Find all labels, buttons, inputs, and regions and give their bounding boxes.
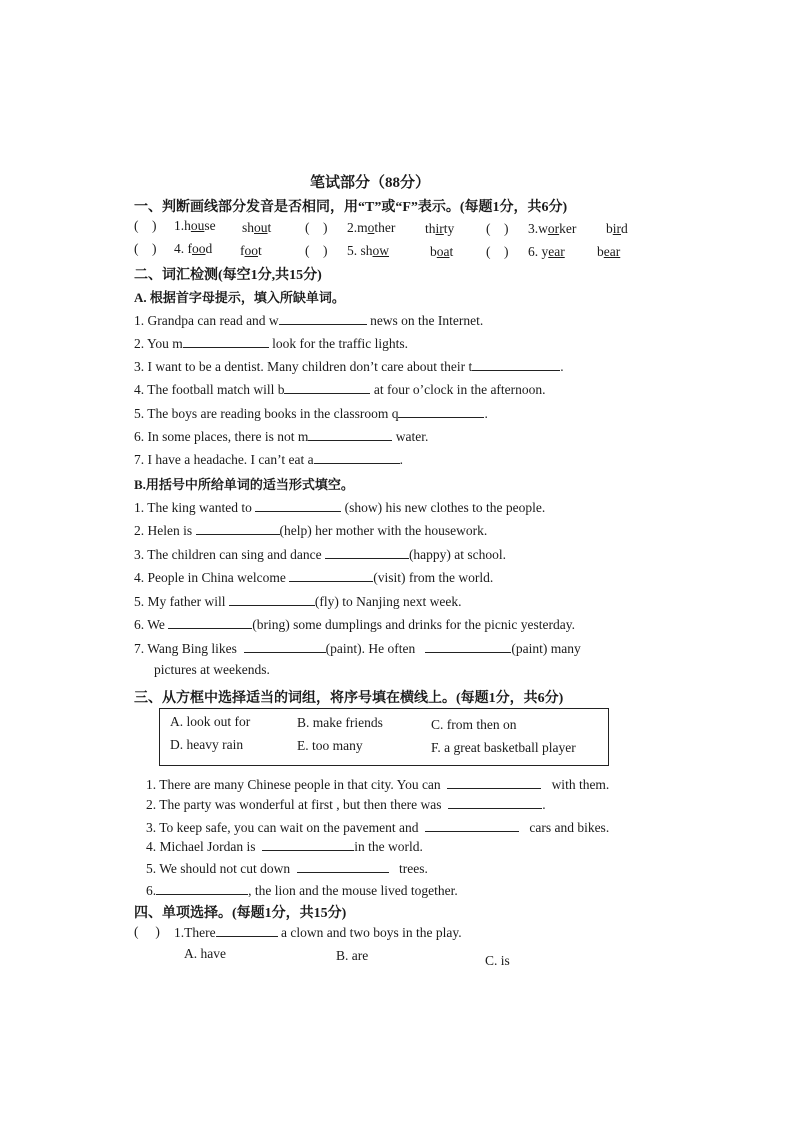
- part-c-question-1: 1. There are many Chinese people in that city. You can with them.: [146, 777, 610, 792]
- mc-question-1: 1.There a clown and two boys in the play.: [174, 925, 462, 940]
- part-b-question-6: 6. We (bring) some dumplings and drinks for the picnic yesterday.: [134, 617, 575, 632]
- phonetic-item-2-compare: thirty: [425, 221, 455, 236]
- phrase-option-box: [159, 708, 609, 766]
- option-a: A. look out for: [170, 714, 251, 729]
- phonetic-paren-4[interactable]: ( ): [134, 241, 157, 256]
- part-a-question-2: 2. You m look for the traffic lights.: [134, 336, 408, 351]
- phonetic-paren-2[interactable]: ( ): [305, 220, 328, 235]
- part-a-question-6: 6. In some places, there is not m water.: [134, 429, 429, 444]
- phonetic-paren-6[interactable]: ( ): [486, 244, 509, 259]
- part-a-question-7: 7. I have a headache. I can’t eat a .: [134, 452, 404, 467]
- part-c-question-5: 5. We should not cut down trees.: [146, 861, 428, 876]
- option-c: C. from then on: [431, 717, 517, 732]
- blank[interactable]: [314, 451, 400, 464]
- blank[interactable]: [472, 358, 560, 371]
- blank[interactable]: [196, 522, 280, 535]
- part-c-question-3: 3. To keep safe, you can wait on the pavement and cars and bikes.: [146, 820, 610, 835]
- section-4-heading: 四、单项选择。(每题1分，共15分): [134, 906, 347, 921]
- section-2a-heading: A. 根据首字母提示，填入所缺单词。: [134, 290, 345, 305]
- blank[interactable]: [262, 838, 354, 851]
- blank[interactable]: [279, 312, 367, 325]
- option-f: F. a great basketball player: [431, 740, 576, 755]
- blank[interactable]: [244, 640, 326, 653]
- part-c-question-2: 2. The party was wonderful at first , but then there was .: [146, 797, 546, 812]
- blank[interactable]: [308, 428, 392, 441]
- section-3-heading: 三、从方框中选择适当的词组，将序号填在横线上。(每题1分，共6分): [134, 691, 564, 706]
- blank[interactable]: [425, 640, 511, 653]
- blank[interactable]: [447, 776, 541, 789]
- phonetic-item-5: 5. show: [347, 243, 390, 258]
- part-a-question-4: 4. The football match will b at four o’clock in the afternoon.: [134, 382, 546, 397]
- section-2b-heading: B.用括号中所给单词的适当形式填空。: [134, 477, 354, 492]
- mc-option-b[interactable]: B. are: [336, 948, 369, 963]
- blank[interactable]: [216, 924, 278, 937]
- phonetic-item-1: 1.house: [174, 218, 216, 233]
- mc-option-a[interactable]: A. have: [184, 946, 226, 961]
- part-b-question-7-continued: pictures at weekends.: [154, 662, 270, 677]
- blank[interactable]: [297, 860, 389, 873]
- section-2-heading: 二、词汇检测(每空1分,共15分): [134, 268, 322, 283]
- part-b-question-1: 1. The king wanted to (show) his new clothes to the people.: [134, 500, 546, 515]
- phonetic-paren-5[interactable]: ( ): [305, 243, 328, 258]
- option-d: D. heavy rain: [170, 737, 244, 752]
- mc-option-c[interactable]: C. is: [485, 953, 510, 968]
- part-b-question-4: 4. People in China welcome (visit) from the world.: [134, 570, 494, 585]
- phonetic-item-4-compare: foot: [240, 243, 262, 258]
- part-a-question-1: 1. Grandpa can read and w news on the Internet.: [134, 313, 484, 328]
- part-b-question-2: 2. Helen is (help) her mother with the housework.: [134, 523, 488, 538]
- blank[interactable]: [183, 335, 269, 348]
- phonetic-paren-3[interactable]: ( ): [486, 221, 509, 236]
- blank[interactable]: [425, 819, 519, 832]
- phonetic-item-6: 6. year: [528, 244, 565, 259]
- phonetic-item-5-compare: boat: [430, 244, 454, 259]
- phonetic-item-1-compare: shout: [242, 220, 272, 235]
- phonetic-item-6-compare: bear: [597, 244, 621, 259]
- mc-answer-paren-1[interactable]: ( ): [134, 924, 160, 939]
- part-b-question-3: 3. The children can sing and dance (happy) at school.: [134, 547, 507, 562]
- blank[interactable]: [156, 882, 248, 895]
- blank[interactable]: [255, 499, 341, 512]
- part-b-question-5: 5. My father will (fly) to Nanjing next week.: [134, 594, 462, 609]
- part-a-question-3: 3. I want to be a dentist. Many children don’t care about their t .: [134, 359, 564, 374]
- part-a-question-5: 5. The boys are reading books in the classroom q .: [134, 406, 488, 421]
- section-1-heading: 一、判断画线部分发音是否相同，用“T”或“F”表示。(每题1分，共6分): [134, 200, 568, 215]
- blank[interactable]: [448, 796, 542, 809]
- phonetic-item-4: 4. food: [174, 241, 213, 256]
- page-title: 笔试部分（88分）: [309, 175, 430, 191]
- blank[interactable]: [168, 616, 252, 629]
- blank[interactable]: [289, 569, 373, 582]
- blank[interactable]: [284, 381, 370, 394]
- phonetic-item-3-compare: bird: [606, 221, 628, 236]
- part-c-question-4: 4. Michael Jordan is in the world.: [146, 839, 423, 854]
- blank[interactable]: [229, 593, 315, 606]
- blank[interactable]: [325, 546, 409, 559]
- part-b-question-7: 7. Wang Bing likes (paint). He often (paint) many: [134, 641, 581, 656]
- option-e: E. too many: [297, 738, 363, 753]
- phonetic-item-2: 2.mother: [347, 220, 396, 235]
- phonetic-item-3: 3.worker: [528, 221, 577, 236]
- blank[interactable]: [398, 405, 484, 418]
- phonetic-paren-1[interactable]: ( ): [134, 218, 157, 233]
- option-b: B. make friends: [297, 715, 383, 730]
- part-c-question-6: 6. , the lion and the mouse lived together.: [146, 883, 458, 898]
